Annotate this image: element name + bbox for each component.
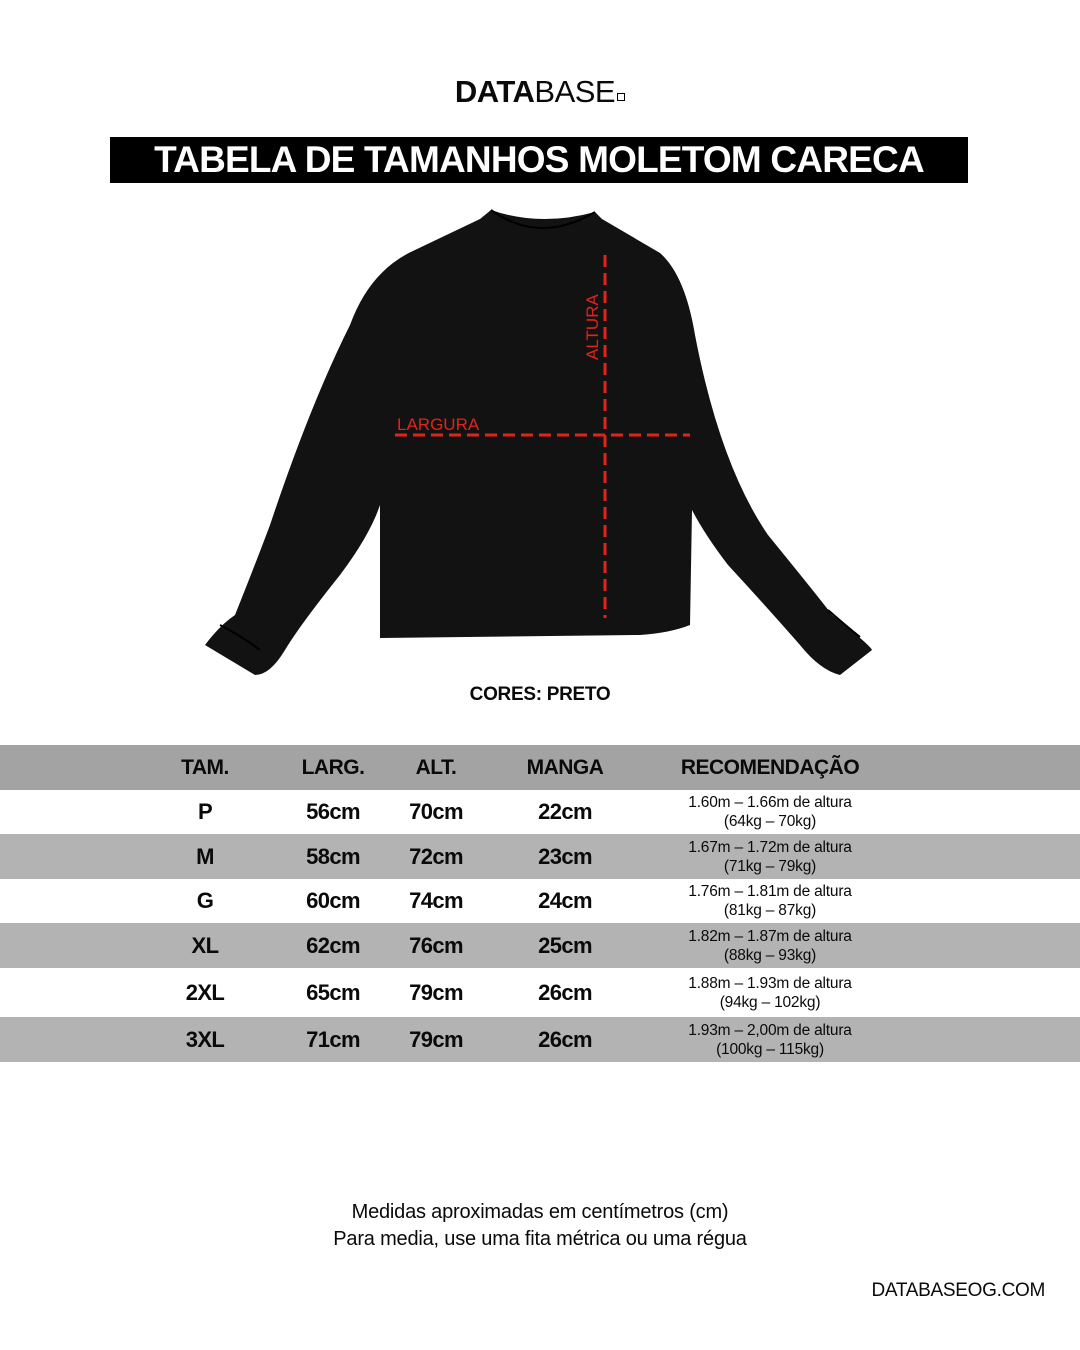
header-sleeve: MANGA <box>526 755 604 779</box>
height-label: ALTURA <box>583 294 602 360</box>
cell-size: P <box>197 799 213 824</box>
cell-size: M <box>196 843 214 869</box>
rec-weight: (64kg – 70kg) <box>723 813 817 830</box>
cell-sleeve: 22cm <box>538 799 592 824</box>
cell-sleeve: 26cm <box>538 1026 592 1052</box>
cell-recommendation <box>640 968 900 1017</box>
note-line-units: Medidas aproximadas em centímetros (cm) <box>351 1201 729 1223</box>
cell-width: 65cm <box>306 979 360 1005</box>
header-height: ALT. <box>415 755 457 779</box>
rec-weight: (81kg – 87kg) <box>723 902 817 919</box>
rec-weight: (100kg – 115kg) <box>716 1040 824 1058</box>
brand-logo <box>0 72 1080 112</box>
rec-height: 1.88m – 1.93m de altura <box>688 974 852 992</box>
cell-height: 70cm <box>409 799 463 824</box>
cell-size: 2XL <box>185 979 225 1005</box>
cell-width: 71cm <box>306 1026 360 1052</box>
rec-height: 1.82m – 1.87m de altura <box>688 927 852 945</box>
cell-size: G <box>196 888 214 913</box>
garment-diagram <box>200 205 880 685</box>
website-link[interactable]: DATABASEOG.COM <box>871 1280 1045 1301</box>
sweatshirt-body <box>205 210 872 675</box>
note-line-tools: Para media, use uma fita métrica ou uma régua <box>333 1228 747 1250</box>
cell-height: 79cm <box>409 1026 463 1052</box>
rec-weight: (71kg – 79kg) <box>723 857 817 875</box>
rec-height: 1.93m – 2,00m de altura <box>688 1021 852 1039</box>
cell-recommendation <box>640 1017 900 1062</box>
cell-recommendation <box>640 834 900 879</box>
colors-available: CORES: PRETO <box>469 684 611 705</box>
cell-sleeve: 23cm <box>538 843 592 869</box>
rec-weight: (94kg – 102kg) <box>719 993 821 1011</box>
cell-width: 62cm <box>306 932 360 958</box>
table-row <box>0 790 1080 834</box>
cell-width: 56cm <box>306 799 360 824</box>
cell-sleeve: 26cm <box>538 979 592 1005</box>
measurement-note <box>0 1199 1080 1253</box>
brand-logo-regular: BASE <box>534 74 616 109</box>
table-row <box>0 834 1080 879</box>
page-title: TABELA DE TAMANHOS MOLETOM CARECA <box>110 137 968 183</box>
cell-sleeve: 25cm <box>538 932 592 958</box>
cell-size: XL <box>191 932 219 958</box>
width-label: LARGURA <box>397 415 480 434</box>
cell-recommendation <box>640 790 900 834</box>
cell-height: 79cm <box>409 979 463 1005</box>
cell-width: 60cm <box>306 888 360 913</box>
rec-weight: (88kg – 93kg) <box>723 946 817 964</box>
rec-height: 1.60m – 1.66m de altura <box>688 794 852 811</box>
header-size: TAM. <box>181 755 229 779</box>
cell-recommendation <box>640 879 900 923</box>
rec-height: 1.76m – 1.81m de altura <box>688 883 852 900</box>
cell-sleeve: 24cm <box>538 888 592 913</box>
table-row <box>0 968 1080 1017</box>
cell-width: 58cm <box>306 843 360 869</box>
cell-height: 72cm <box>409 843 463 869</box>
cell-height: 74cm <box>409 888 463 913</box>
cell-height: 76cm <box>409 932 463 958</box>
table-row <box>0 879 1080 923</box>
cell-size: 3XL <box>185 1026 225 1052</box>
table-row <box>0 923 1080 968</box>
table-row <box>0 1017 1080 1062</box>
header-width: LARG. <box>301 755 365 779</box>
cell-recommendation <box>640 923 900 968</box>
brand-logo-bold: DATA <box>454 74 535 109</box>
sweatshirt-illustration <box>200 205 880 680</box>
rec-height: 1.67m – 1.72m de altura <box>688 838 852 856</box>
table-header-row <box>0 745 1080 790</box>
registered-mark-icon <box>617 93 625 101</box>
header-recommendation: RECOMENDAÇÃO <box>680 755 860 779</box>
